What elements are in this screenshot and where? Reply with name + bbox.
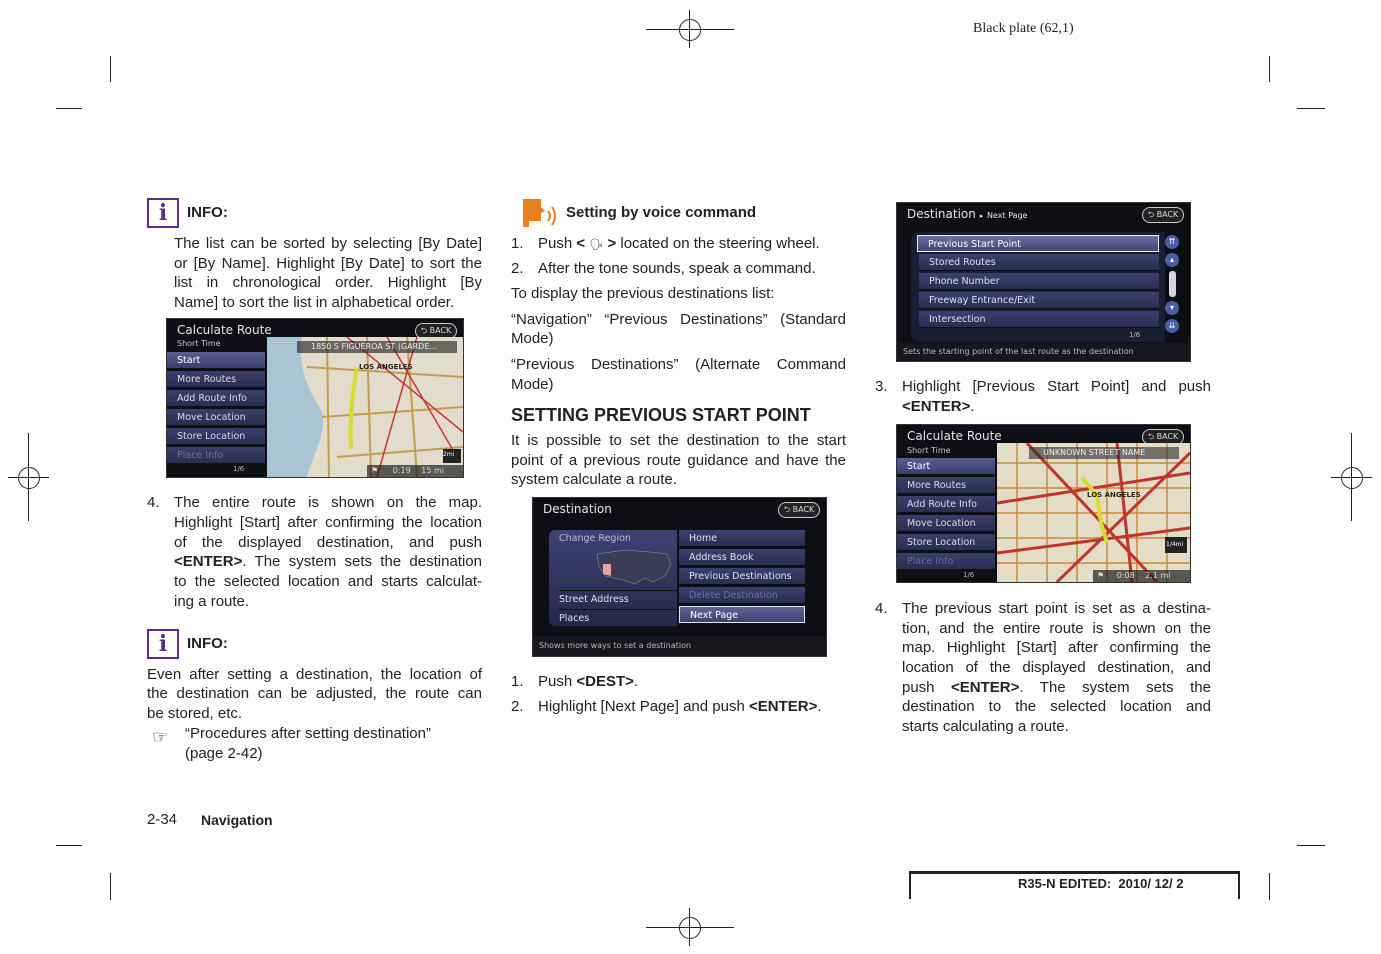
back-button[interactable]: ⮌ BACK xyxy=(415,323,457,339)
map-graphic xyxy=(997,443,1190,582)
street-name-banner: 1850 S FIGUEROA ST (GARDE... xyxy=(297,341,457,353)
scrollbar-thumb[interactable] xyxy=(1169,271,1176,297)
info-icon: i xyxy=(147,198,179,228)
step-number: 4. xyxy=(147,494,160,511)
menu-place-info[interactable]: Place Info xyxy=(897,553,995,570)
reference-page: (page 2-42) xyxy=(185,745,263,762)
scroll-up-icon[interactable]: ▴ xyxy=(1165,253,1179,267)
step-number: 4. xyxy=(875,600,888,617)
menu-previous-destinations[interactable]: Previous Destinations xyxy=(679,568,805,585)
scale-indicator: 1/4mi xyxy=(1166,541,1184,548)
menu-places[interactable]: Places xyxy=(559,609,677,627)
back-button[interactable]: ⮌ BACK xyxy=(1142,207,1184,223)
hint-bar: Sets the starting point of the last route as the destination xyxy=(897,343,1190,361)
voice-command-title: Setting by voice command xyxy=(566,204,757,221)
screen-title: Destination xyxy=(543,502,612,516)
back-button[interactable]: ⮌ BACK xyxy=(778,502,820,518)
calculate-route-screen-2 xyxy=(896,424,1191,583)
step-3-line-1: Highlight [Previous Start Point] and push xyxy=(902,378,1211,395)
section-name: Navigation xyxy=(201,812,273,828)
menu-delete-destination[interactable]: Delete Destination xyxy=(679,587,805,604)
menu-freeway-entrance-exit[interactable]: Freeway Entrance/Exit xyxy=(919,292,1159,309)
menu-more-routes[interactable]: More Routes xyxy=(897,477,995,494)
menu-change-region[interactable]: Change Region xyxy=(559,533,631,544)
remaining-time: 0:19 xyxy=(392,466,411,475)
remaining-distance: 2.1 mi xyxy=(1145,571,1171,580)
city-label: LOS ANGELES xyxy=(359,363,413,371)
calculate-route-screen xyxy=(166,318,464,478)
breadcrumb-arrow-icon: ▸ xyxy=(979,212,984,220)
scroll-bottom-icon[interactable]: ⇊ xyxy=(1165,319,1179,333)
scroll-down-icon[interactable]: ▾ xyxy=(1165,301,1179,315)
menu-previous-start-point[interactable]: Previous Start Point xyxy=(917,235,1159,252)
step-number: 1. xyxy=(511,235,524,252)
display-intro: To display the previous destinations list: xyxy=(511,285,775,302)
section-heading: SETTING PREVIOUS START POINT xyxy=(511,405,811,425)
page-number: 2-34 xyxy=(147,811,178,828)
breadcrumb: Next Page xyxy=(987,211,1028,220)
menu-place-info[interactable]: Place Info xyxy=(167,447,265,464)
map-graphic xyxy=(267,337,463,477)
info-icon: i xyxy=(147,629,179,659)
menu-move-location[interactable]: Move Location xyxy=(167,409,265,426)
status-bar xyxy=(1093,570,1190,582)
menu-store-location[interactable]: Store Location xyxy=(897,534,995,551)
screen-title: Destination ▸ Next Page xyxy=(907,207,1028,221)
map-view[interactable] xyxy=(267,337,463,477)
us-map-icon xyxy=(595,546,675,588)
voice-step-2: After the tone sounds, speak a command. xyxy=(538,260,816,277)
route-type-label: Short Time xyxy=(177,339,221,348)
screen-title: Calculate Route xyxy=(907,429,1002,443)
step-number: 3. xyxy=(875,378,888,395)
menu-add-route-info[interactable]: Add Route Info xyxy=(167,390,265,407)
status-bar xyxy=(367,465,463,477)
map-view[interactable] xyxy=(997,443,1190,582)
page-indicator: 1/6 xyxy=(963,571,975,579)
menu-stored-routes[interactable]: Stored Routes xyxy=(919,254,1159,271)
menu-street-address[interactable]: Street Address xyxy=(559,590,677,608)
step-number: 1. xyxy=(511,673,524,690)
left-panel xyxy=(549,530,677,626)
reference-link[interactable]: “Procedures after setting destination” xyxy=(185,725,431,742)
menu-next-page[interactable]: Next Page xyxy=(679,606,805,623)
scale-indicator: 2mi xyxy=(443,451,455,458)
dest-step-1: Push <DEST>. xyxy=(538,673,639,690)
menu-start[interactable]: Start xyxy=(167,352,265,369)
hint-bar: Shows more ways to set a destination xyxy=(533,636,826,656)
menu-home[interactable]: Home xyxy=(679,530,805,547)
remaining-distance: 15 mi xyxy=(421,466,444,475)
back-button[interactable]: ⮌ BACK xyxy=(1142,429,1184,445)
page-indicator: 1/6 xyxy=(1129,331,1141,339)
screen-title: Calculate Route xyxy=(177,323,272,337)
next-page-screen xyxy=(896,202,1191,362)
step-3-line-2: <ENTER>. xyxy=(902,398,975,415)
dest-step-2: Highlight [Next Page] and push <ENTER>. xyxy=(538,698,822,715)
street-name-banner: UNKNOWN STREET NAME xyxy=(1029,447,1179,459)
talk-switch-icon: 🗣 xyxy=(589,239,604,251)
info-title: INFO: xyxy=(187,635,228,652)
city-label: LOS ANGELES xyxy=(1087,491,1141,499)
flag-icon: ⚑ xyxy=(1097,571,1105,580)
menu-start[interactable]: Start xyxy=(897,458,995,475)
edit-stamp: R35-N EDITED: 2010/ 12/ 2 xyxy=(1018,876,1184,891)
destination-screen xyxy=(532,497,827,657)
menu-add-route-info[interactable]: Add Route Info xyxy=(897,496,995,513)
menu-move-location[interactable]: Move Location xyxy=(897,515,995,532)
step-number: 2. xyxy=(511,260,524,277)
menu-address-book[interactable]: Address Book xyxy=(679,549,805,566)
menu-store-location[interactable]: Store Location xyxy=(167,428,265,445)
menu-phone-number[interactable]: Phone Number xyxy=(919,273,1159,290)
route-type-label: Short Time xyxy=(907,446,951,455)
info-title: INFO: xyxy=(187,204,228,221)
scroll-top-icon[interactable]: ⇈ xyxy=(1165,235,1179,249)
flag-icon: ⚑ xyxy=(371,466,379,475)
page-indicator: 1/6 xyxy=(233,465,245,473)
pointing-hand-icon: ☞ xyxy=(152,727,169,747)
menu-intersection[interactable]: Intersection xyxy=(919,311,1159,328)
plate-label: Black plate (62,1) xyxy=(973,21,1074,36)
step-number: 2. xyxy=(511,698,524,715)
menu-more-routes[interactable]: More Routes xyxy=(167,371,265,388)
voice-command-icon xyxy=(519,197,559,233)
remaining-time: 0:08 xyxy=(1116,571,1135,580)
voice-step-1: Push < 🗣 > located on the steering wheel. xyxy=(538,235,820,252)
